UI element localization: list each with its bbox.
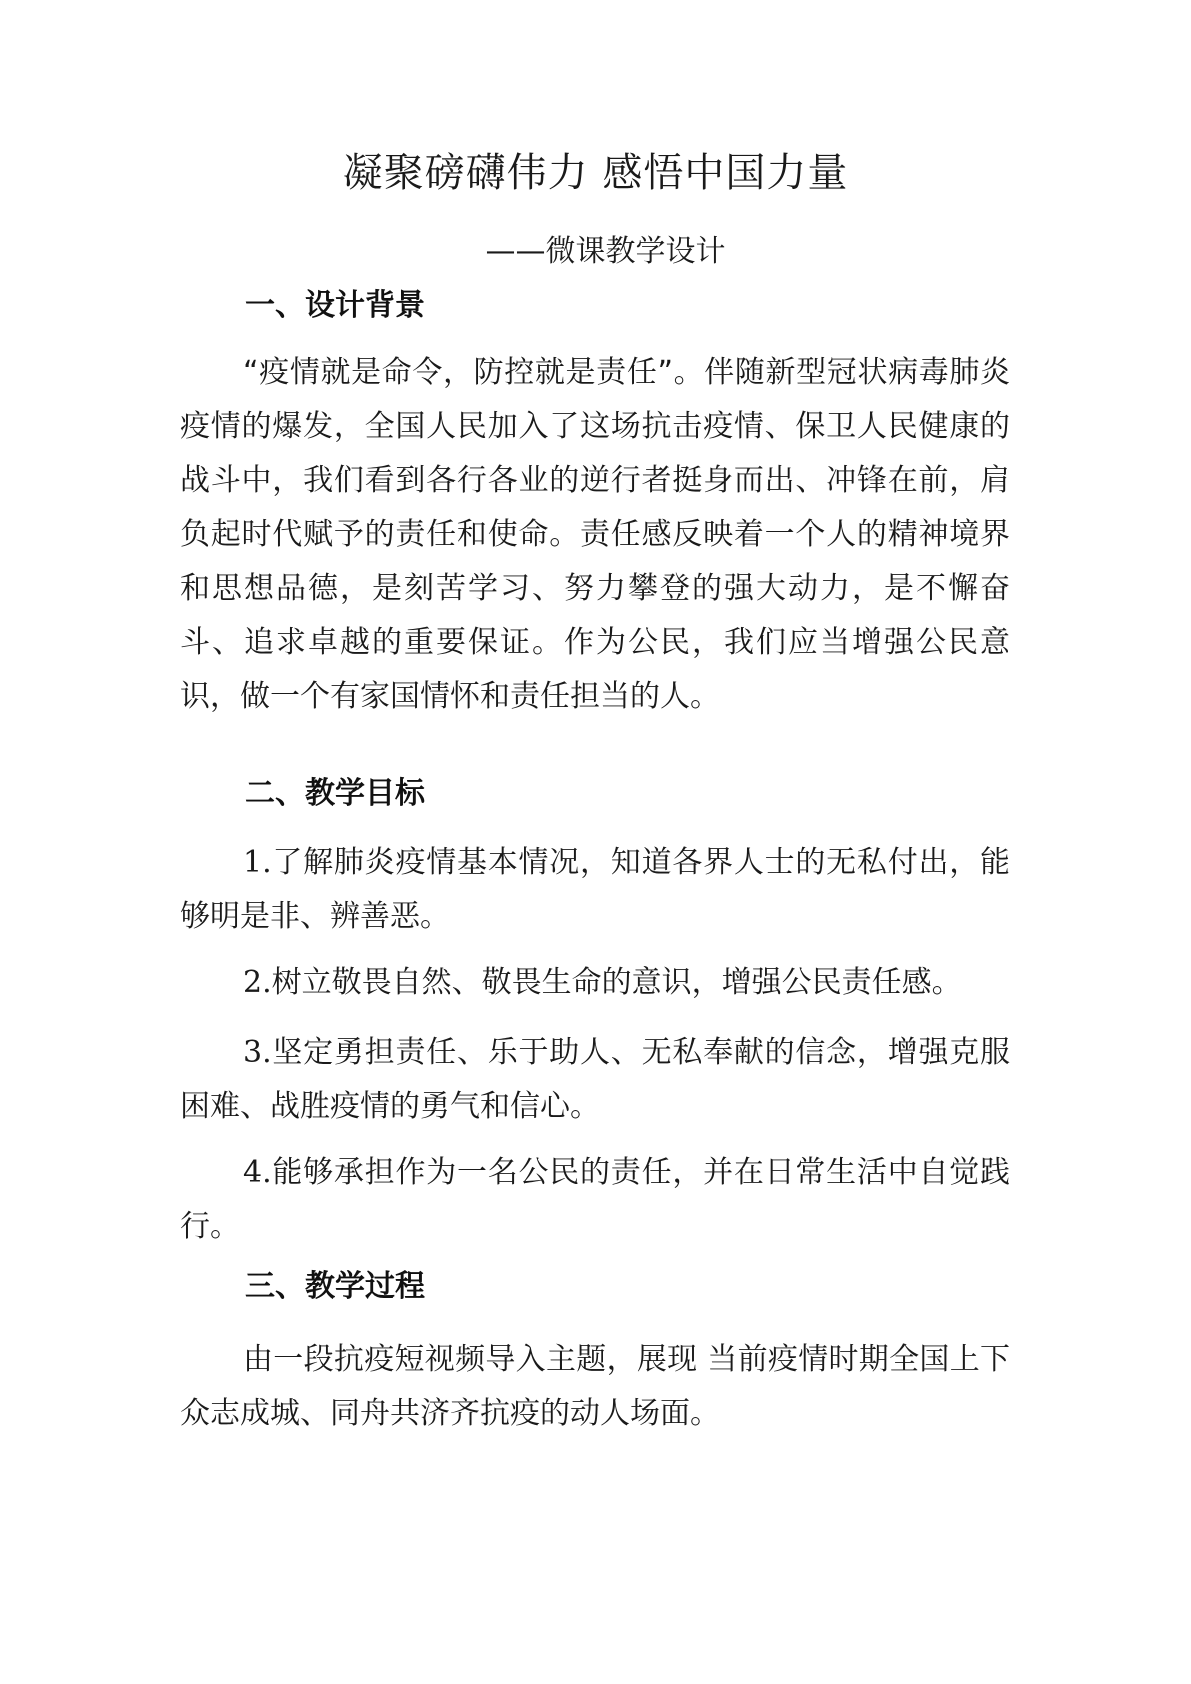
section-process-paragraph: 由一段抗疫短视频导入主题，展现 当前疫情时期全国上下众志成城、同舟共济齐抗疫的动人场面。 <box>180 1342 1010 1431</box>
objective-number: 2. <box>243 965 272 1000</box>
objective-text: 坚定勇担责任、乐于助人、无私奉献的信念，增强克服困难、战胜疫情的勇气和信心。 <box>180 1035 1010 1124</box>
document-title: 凝聚磅礴伟力 感悟中国力量 <box>342 150 849 196</box>
objective-text: 树立敬畏自然、敬畏生命的意识，增强公民责任感。 <box>271 965 962 1000</box>
objective-item <box>180 1146 1010 1254</box>
section-heading-process: 三、教学过程 <box>245 1269 425 1304</box>
objective-number: 3. <box>243 1035 272 1070</box>
objective-number: 4. <box>243 1155 272 1190</box>
section-background-paragraph: “疫情就是命令，防控就是责任”。伴随新型冠状病毒肺炎疫情的爆发，全国人民加入了这场抗击疫情、保卫人民健康的战斗中，我们看到各行各业的逆行者挺身而出、冲锋在前，肩负起时代赋予的责任和使命。责任感反映着一个人的精神境界和思想品德，是刻苦学习、努力攀登的强大动力，是不懈奋斗、追求卓越的重要保证。作为公民，我们应当增强公民意识，做一个有家国情怀和责任担当的人。 <box>180 355 1010 714</box>
objective-item <box>180 1026 1010 1134</box>
objective-text: 能够承担作为一名公民的责任，并在日常生活中自觉践行。 <box>180 1155 1010 1244</box>
objective-item <box>180 956 1010 1010</box>
objective-number: 1. <box>243 845 272 880</box>
section-heading-objectives: 二、教学目标 <box>245 776 425 811</box>
section-heading-background: 一、设计背景 <box>245 288 425 323</box>
document-subtitle: ——微课教学设计 <box>485 234 726 269</box>
objective-text: 了解肺炎疫情基本情况，知道各界人士的无私付出，能够明是非、辨善恶。 <box>180 845 1010 934</box>
objective-item <box>180 836 1010 944</box>
